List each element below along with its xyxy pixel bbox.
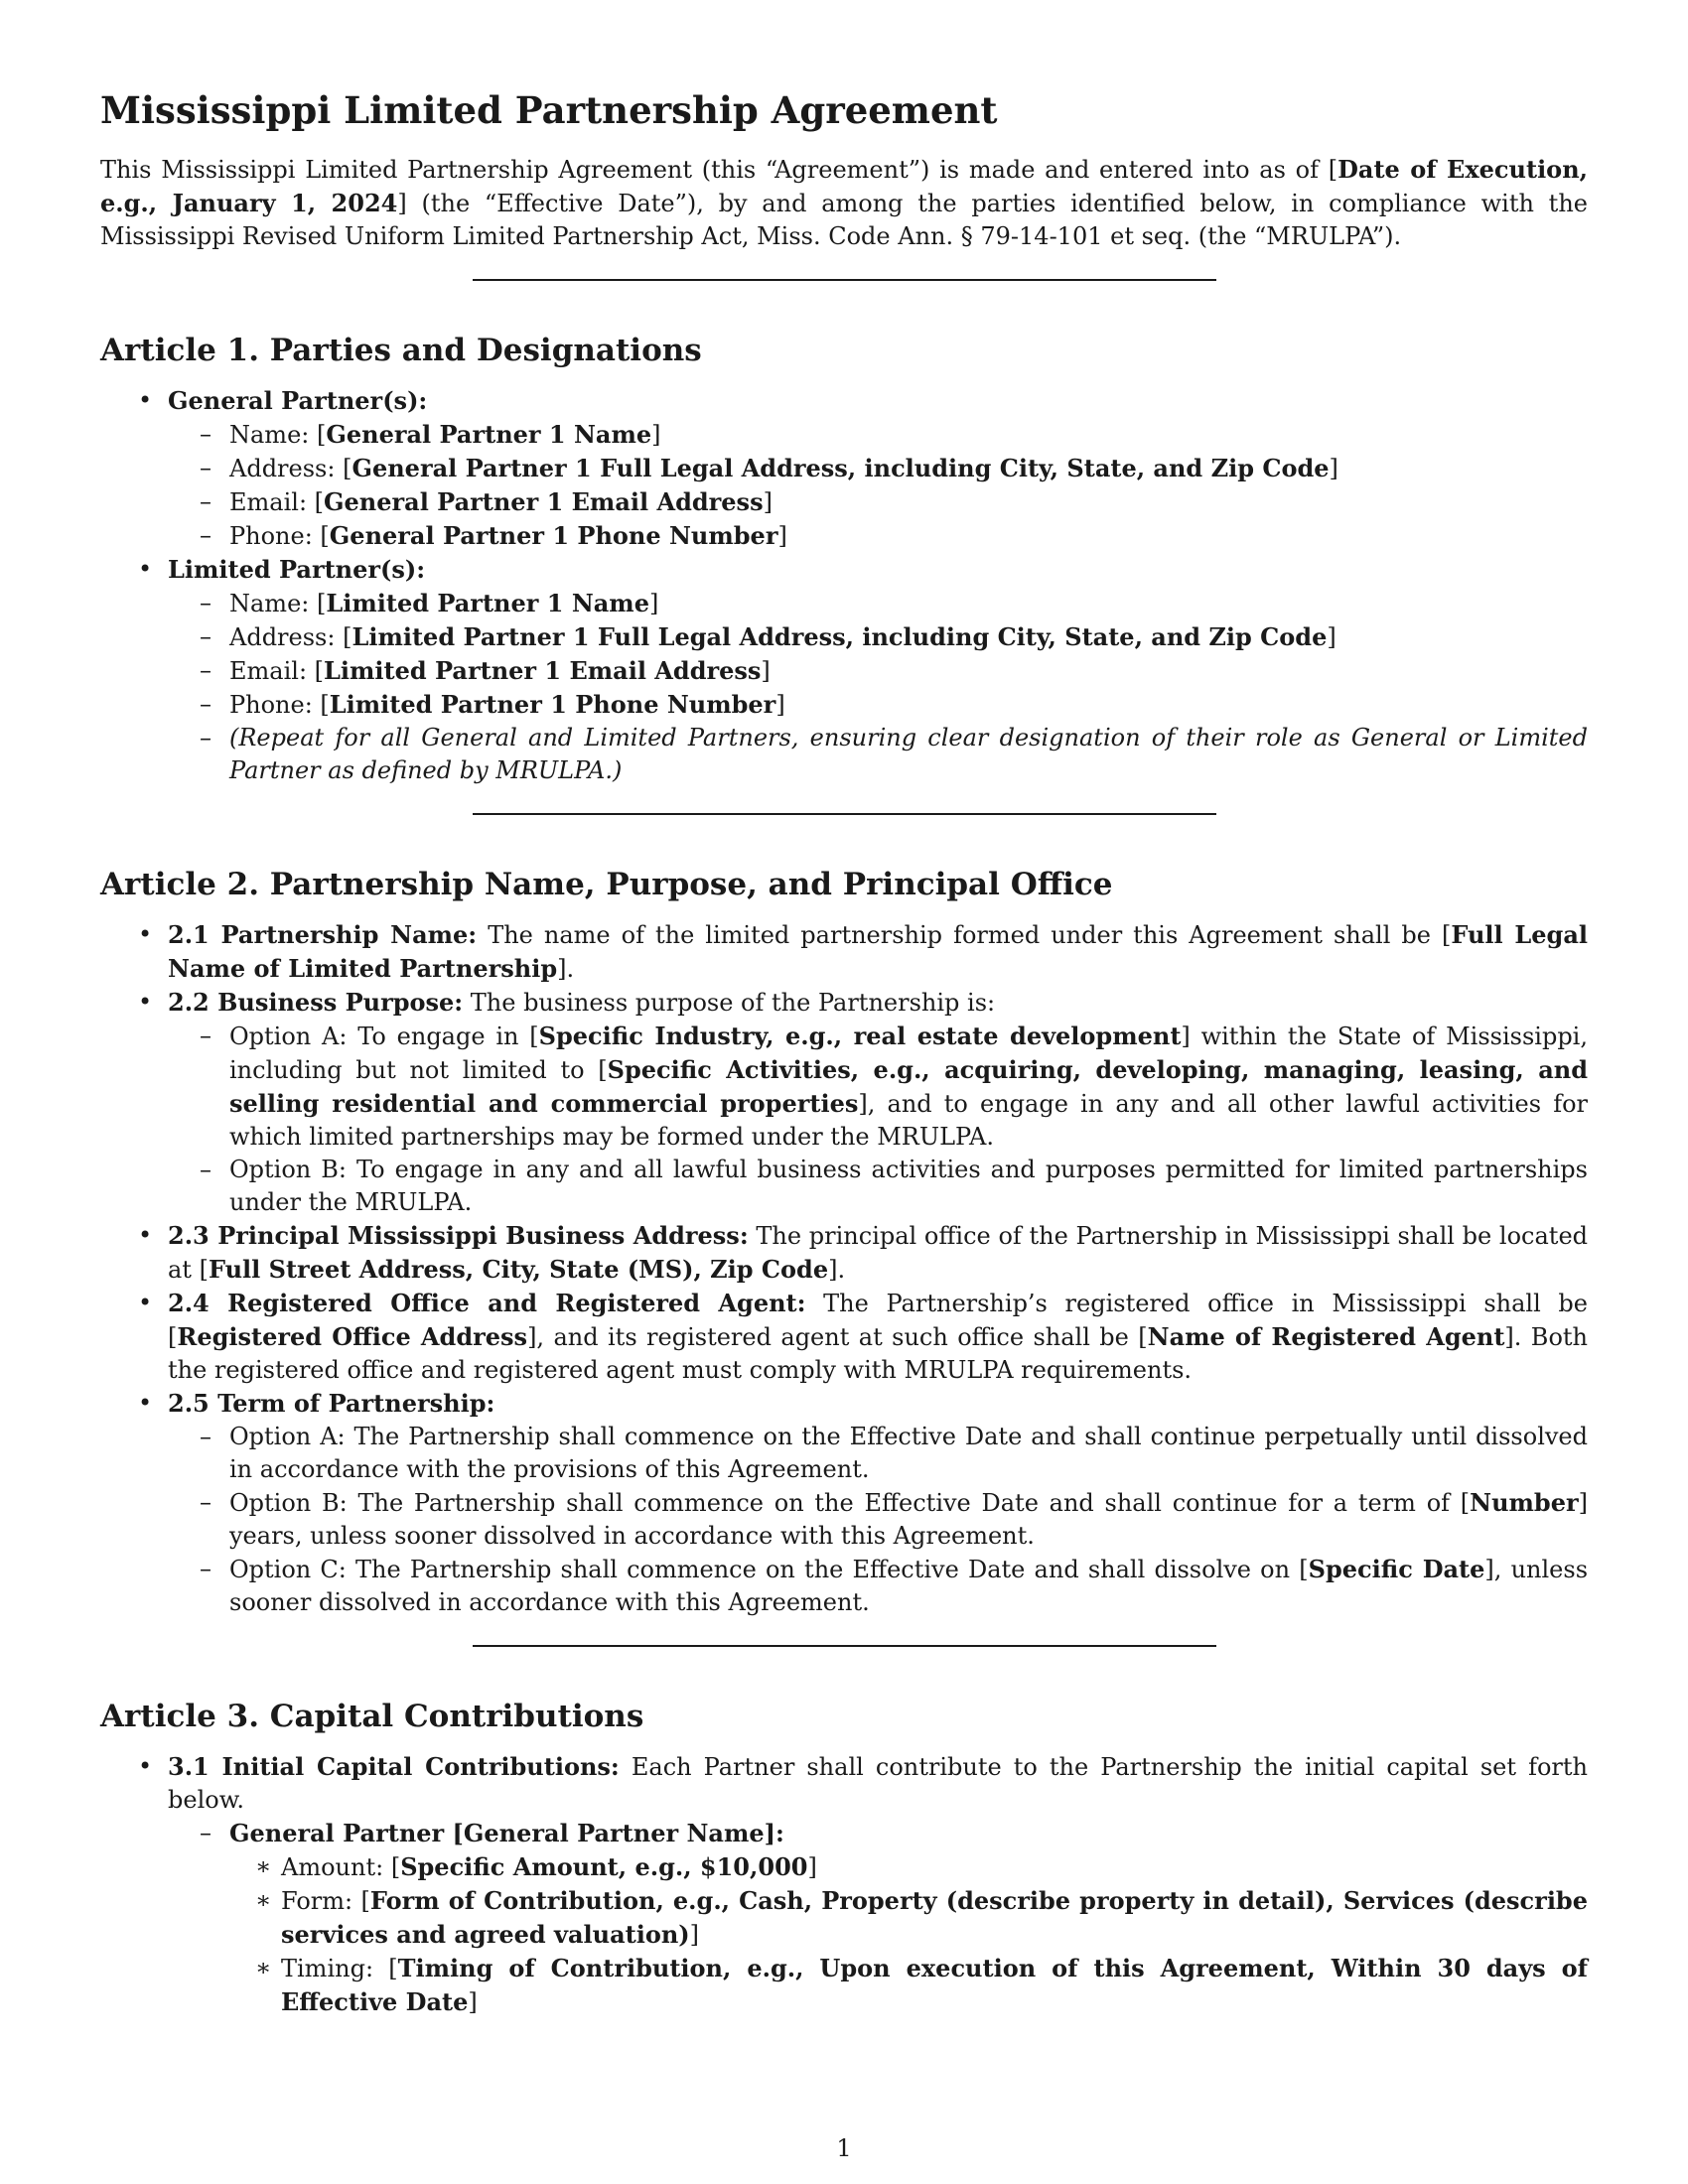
contribution-form: ∗ Form: [Form of Contribution, e.g., Cash, Property (describe property in detail), Services (describe services and agreed valuation)]: [281, 1884, 1588, 1952]
general-partner-address: – Address: [General Partner 1 Full Legal Address, including City, State, and Zip Code]: [229, 452, 1588, 485]
contribution-timing: ∗ Timing: [Timing of Contribution, e.g., Upon execution of this Agreement, Within 30 days of Effective Date]: [281, 1952, 1588, 2019]
general-partner-name: – Name: [General Partner 1 Name]: [229, 418, 1588, 452]
general-partners-item: [168, 384, 1588, 553]
section-divider: [473, 813, 1216, 815]
limited-partner-phone: – Phone: [Limited Partner 1 Phone Number]: [229, 688, 1588, 722]
intro-text-2: ] (the “Effective Date”), by and among the parties identified below, in compliance with the Mississippi Revised Uniform Limited Partnership Act, Miss. Code Ann. § 79-14-101 et seq. (the “MRULPA”).: [100, 190, 1588, 250]
article-2-list: [100, 918, 1588, 1619]
general-partner-contribution: – General Partner [General Partner Name]: ∗ Amount: [Specific Amount, e.g., $10,000] ∗ Form: [Form of Contribution, e.g., Cash, Property (describe property in detail), Services (describe services and agreed valuation)] ∗ Timing: [Timing of Contribution, e.g., Upon execution of this Agreement, Within 30 days of Effective Date]: [229, 1817, 1588, 2019]
limited-partners-label: Limited Partner(s):: [168, 555, 426, 584]
section-divider: [473, 1645, 1216, 1647]
intro-date-placeholder: Date of Execution, e.g., January 1, 2024: [100, 155, 1588, 217]
term-option-a: – Option A: The Partnership shall commence on the Effective Date and shall continue perpetually until dissolved in accordance with the provisions of this Agreement.: [229, 1421, 1588, 1486]
contribution-amount: ∗ Amount: [Specific Amount, e.g., $10,000]: [281, 1850, 1588, 1884]
purpose-option-a: – Option A: To engage in [Specific Industry, e.g., real estate development] within the State of Mississippi, including but not limited to [Specific Activities, e.g., acquiring, developing, managing, leasing, and selling residential and commercial properties], and to engage in any and all other lawful activities for which limited partnerships may be formed under the MRULPA.: [229, 1020, 1588, 1154]
general-partner-details: [168, 418, 1588, 553]
general-partner-phone: – Phone: [General Partner 1 Phone Number]: [229, 519, 1588, 553]
intro-text-1: This Mississippi Limited Partnership Agreement (this “Agreement”) is made and entered into as of [: [100, 156, 1338, 184]
purpose-option-b: – Option B: To engage in any and all lawful business activities and purposes permitted for limited partnerships under the MRULPA.: [229, 1154, 1588, 1219]
section-2-3: • 2.3 Principal Mississippi Business Address: The principal office of the Partnership in Mississippi shall be located at [Full Street Address, City, State (MS), Zip Code].: [168, 1219, 1588, 1287]
contribution-details: [229, 1850, 1588, 2019]
limited-partner-email: – Email: [Limited Partner 1 Email Address]: [229, 654, 1588, 688]
page-number: 1: [836, 2134, 852, 2162]
general-partners-label: General Partner(s):: [168, 386, 428, 415]
general-partner-email: – Email: [General Partner 1 Email Address]: [229, 485, 1588, 519]
business-purpose-options: [168, 1020, 1588, 1219]
section-2-2: • 2.2 Business Purpose: The business purpose of the Partnership is: – Option A: To engage in [Specific Industry, e.g., real estate development] within the State of Mississippi, including but not limited to [Specific Activities, e.g., acquiring, developing, managing, leasing, and selling residential and commercial properties], and to engage in any and all other lawful activities for which limited partnerships may be formed under the MRULPA. – Option B: To engage in any and all lawful business activities and purposes permitted for limited partnerships under the MRULPA.: [168, 986, 1588, 1219]
document-title: Mississippi Limited Partnership Agreement: [100, 88, 998, 132]
section-2-5: • 2.5 Term of Partnership: – Option A: The Partnership shall commence on the Effective Date and shall continue perpetually until dissolved in accordance with the provisions of this Agreement. – Option B: The Partnership shall commence on the Effective Date and shall continue for a term of [Number] years, unless sooner dissolved in accordance with this Agreement. – Option C: The Partnership shall commence on the Effective Date and shall dissolve on [Specific Date], unless sooner dissolved in accordance with this Agreement.: [168, 1387, 1588, 1619]
article-1-heading: Article 1. Parties and Designations: [100, 333, 702, 368]
section-2-1: • 2.1 Partnership Name: The name of the limited partnership formed under this Agreement shall be [Full Legal Name of Limited Partnership].: [168, 918, 1588, 986]
limited-partner-address: – Address: [Limited Partner 1 Full Legal Address, including City, State, and Zip Code]: [229, 620, 1588, 654]
term-option-b: – Option B: The Partnership shall commence on the Effective Date and shall continue for a term of [Number] years, unless sooner dissolved in accordance with this Agreement.: [229, 1486, 1588, 1553]
article-2-heading: Article 2. Partnership Name, Purpose, and Principal Office: [100, 867, 1113, 902]
intro-paragraph: [100, 153, 1588, 253]
article-3-list: [100, 1750, 1588, 2019]
limited-partners-item: [168, 553, 1588, 787]
document-page: [100, 87, 1588, 2019]
section-3-1: • 3.1 Initial Capital Contributions: Each Partner shall contribute to the Partnership the initial capital set forth below. – General Partner [General Partner Name]: ∗ Amount: [Specific Amount, e.g., $10,000] ∗ Form: [Form of Contribution, e.g., Cash, Property (describe property in detail), Services (describe services and agreed valuation)] ∗ Timing: [Timing of Contribution, e.g., Upon execution of this Agreement, Within 30 days of Effective Date]: [168, 1750, 1588, 2019]
article-3-heading: Article 3. Capital Contributions: [100, 1699, 644, 1734]
section-2-4: • 2.4 Registered Office and Registered Agent: The Partnership’s registered office in Mississippi shall be [Registered Office Address], and its registered agent at such office shall be [Name of Registered Agent]. Both the registered office and registered agent must comply with MRULPA requirements.: [168, 1287, 1588, 1387]
limited-partner-details: [168, 587, 1588, 787]
section-divider: [473, 279, 1216, 281]
limited-partner-name: – Name: [Limited Partner 1 Name]: [229, 587, 1588, 620]
article-1-list: [100, 384, 1588, 787]
term-options: [168, 1421, 1588, 1619]
repeat-note: – (Repeat for all General and Limited Partners, ensuring clear designation of their role as General or Limited Partner as defined by MRULPA.): [229, 722, 1588, 787]
term-option-c: – Option C: The Partnership shall commence on the Effective Date and shall dissolve on [Specific Date], unless sooner dissolved in accordance with this Agreement.: [229, 1553, 1588, 1619]
capital-contributions-list: [168, 1817, 1588, 2019]
